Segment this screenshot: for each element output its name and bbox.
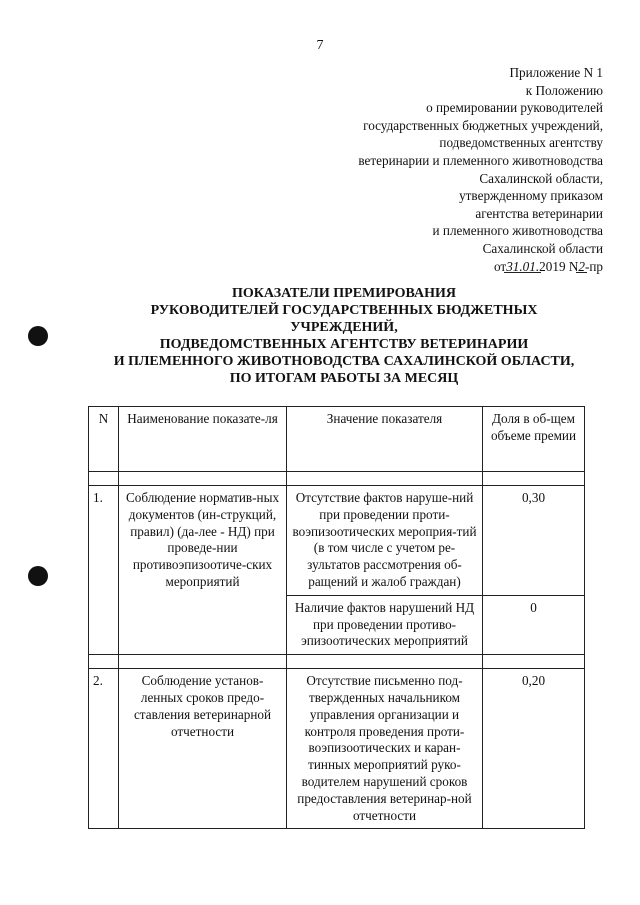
appendix-line: ветеринарии и племенного животноводства — [358, 152, 603, 168]
appendix-block — [263, 64, 603, 275]
title-line: ПОДВЕДОМСТВЕННЫХ АГЕНТСТВУ ВЕТЕРИНАРИИ — [159, 337, 529, 352]
title-line: И ПЛЕМЕННОГО ЖИВОТНОВОДСТВА САХАЛИНСКОЙ ОБЛАСТИ, — [113, 354, 575, 369]
indicators-table — [88, 406, 585, 829]
table-row — [89, 486, 585, 596]
header-share: Доля в об-щем объеме премии — [483, 407, 585, 472]
table-row — [89, 669, 585, 829]
indicator-value: Отсутствие письменно под-твержденных начальником управления организации и контроля проведения проти-воэпизоотических и каран-тинных мероприятий руко-водителем нарушений сроков предоставления ветеринар-ной отчетности — [287, 669, 483, 829]
table-spacer — [89, 472, 585, 486]
appendix-line: утвержденному приказом — [459, 188, 603, 204]
order-number-handwritten: 2 — [578, 258, 585, 274]
indicator-value: Отсутствие фактов наруше-ний при проведении проти-воэпизоотических мероприя-тий (в том числе с учетом ре-зультатов рассмотрения об-ращений и жалоб граждан) — [287, 486, 483, 596]
title-line: РУКОВОДИТЕЛЕЙ ГОСУДАРСТВЕННЫХ БЮДЖЕТНЫХ — [150, 303, 538, 318]
appendix-line: государственных бюджетных учреждений, — [363, 117, 603, 133]
appendix-line: и племенного животноводства — [432, 223, 603, 239]
indicator-name: Соблюдение установ-ленных сроков предо-ставления ветеринарной отчетности — [119, 669, 287, 829]
header-n: N — [89, 407, 119, 472]
appendix-line: к Положению — [525, 82, 603, 98]
table-header-row — [89, 407, 585, 472]
appendix-line: о премировании руководителей — [426, 100, 603, 116]
row-number: 2. — [89, 669, 119, 829]
indicator-name: Соблюдение норматив-ных документов (ин-струкций, правил) (да-лее - НД) при проведе-нии противоэпизоотиче-ских мероприятий — [119, 486, 287, 655]
indicator-value: Наличие фактов нарушений НД при проведении противо-эпизоотических мероприятий — [287, 595, 483, 654]
appendix-line: Сахалинской области, — [479, 170, 603, 186]
indicator-share: 0,20 — [483, 669, 585, 829]
header-name: Наименование показате-ля — [119, 407, 287, 472]
title-line: УЧРЕЖДЕНИЙ, — [290, 320, 398, 335]
order-date-line — [263, 258, 603, 276]
appendix-line: Приложение N 1 — [509, 65, 603, 80]
appendix-line: Сахалинской области — [482, 240, 603, 256]
row-number: 1. — [89, 486, 119, 655]
punch-hole — [28, 326, 48, 346]
appendix-line: подведомственных агентству — [439, 135, 603, 151]
title-line: ПОКАЗАТЕЛИ ПРЕМИРОВАНИЯ — [232, 286, 456, 301]
order-year: 2019 N — [539, 258, 579, 274]
indicator-share: 0,30 — [483, 486, 585, 596]
indicator-share: 0 — [483, 595, 585, 654]
order-date-handwritten: 31.01. — [506, 258, 540, 274]
header-value: Значение показателя — [287, 407, 483, 472]
page-number: 7 — [316, 38, 324, 53]
order-prefix: от — [494, 258, 507, 274]
order-suffix: -пр — [584, 258, 603, 274]
punch-hole — [28, 566, 48, 586]
document-title — [100, 285, 588, 387]
appendix-line: агентства ветеринарии — [475, 205, 603, 221]
title-line: ПО ИТОГАМ РАБОТЫ ЗА МЕСЯЦ — [229, 371, 459, 386]
table-spacer — [89, 655, 585, 669]
